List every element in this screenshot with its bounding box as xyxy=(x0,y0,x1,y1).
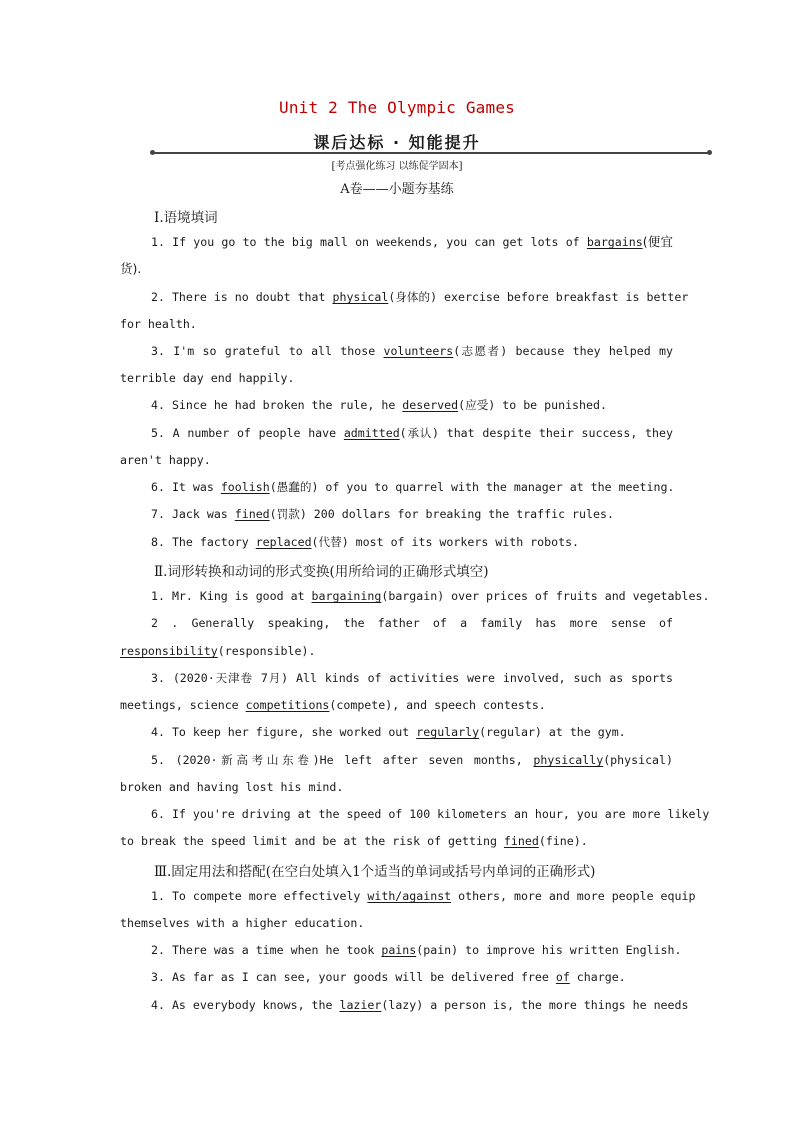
answer: foolish xyxy=(220,480,270,494)
s2-q5-cont: broken and having lost his mind. xyxy=(120,780,344,794)
s1-q3-line: 3. I'm so grateful to all those volunteers(志愿者) because they helped my xyxy=(151,344,673,358)
section-a-title: A卷——小题夯基练 xyxy=(340,182,454,197)
s2-q3-cont: meetings, science competitions(compete), and speech contests. xyxy=(120,698,546,712)
s1-q5-cont: aren't happy. xyxy=(120,453,211,467)
s1-q7-line: 7. Jack was fined(罚款) 200 dollars for breaking the traffic rules. xyxy=(151,507,614,521)
answer: deserved xyxy=(402,398,459,412)
s1-q4-line: 4. Since he had broken the rule, he deserved(应受) to be punished. xyxy=(151,398,607,412)
s2-q2-line: 2 . Generally speaking, the father of a family has more sense of xyxy=(151,616,673,630)
s1-q1-cont: 货). xyxy=(120,261,142,276)
answer: with/against xyxy=(367,889,452,903)
answer: of xyxy=(555,970,570,984)
answer: bargains xyxy=(586,235,643,249)
answer: regularly xyxy=(416,725,480,739)
s2-q2-cont: responsibility(responsible). xyxy=(120,644,316,658)
s1-q2-cont: for health. xyxy=(120,317,197,331)
answer: fined xyxy=(503,834,539,848)
s1-q6-line: 6. It was foolish(愚蠢的) of you to quarrel with the manager at the meeting. xyxy=(151,480,675,494)
answer: responsibility xyxy=(120,644,218,658)
s1-q3-cont: terrible day end happily. xyxy=(120,371,295,385)
s3-q2-line: 2. There was a time when he took pains(pain) to improve his written English. xyxy=(151,943,682,957)
divider-dot-left xyxy=(150,150,155,155)
answer: admitted xyxy=(343,426,400,440)
s2-q6-line: 6. If you're driving at the speed of 100 kilometers an hour, you are more likely xyxy=(151,807,710,821)
answer: physically xyxy=(533,753,604,767)
answer: volunteers xyxy=(383,344,454,358)
answer: physical xyxy=(332,290,389,304)
section-1-heading: Ⅰ.语境填词 xyxy=(154,210,218,226)
section-subtitle: 课后达标 · 知能提升 xyxy=(313,133,481,152)
s2-q5-line: 5. (2020·新高考山东卷)He left after seven months, physically(physical) xyxy=(151,753,673,767)
unit-title: Unit 2 The Olympic Games xyxy=(279,98,515,117)
s1-q1-line: 1. If you go to the big mall on weekends, you can get lots of bargains(便宜 xyxy=(151,234,673,249)
answer: bargaining xyxy=(311,589,382,603)
divider-rule xyxy=(152,152,710,154)
s2-q3-line: 3. (2020·天津卷 7月) All kinds of activities were involved, such as sports xyxy=(151,671,673,685)
answer: pains xyxy=(381,943,417,957)
s3-q3-line: 3. As far as I can see, your goods will be delivered free of charge. xyxy=(151,970,626,984)
s3-q1-cont: themselves with a higher education. xyxy=(120,916,365,930)
s1-q2-line: 2. There is no doubt that physical(身体的) exercise before breakfast is better xyxy=(151,290,689,304)
s1-q5-line: 5. A number of people have admitted(承认) that despite their success, they xyxy=(151,426,673,440)
answer: replaced xyxy=(255,535,312,549)
divider-dot-right xyxy=(707,150,712,155)
practice-note: [考点强化练习 以练促学固本] xyxy=(331,161,463,172)
answer: lazier xyxy=(339,998,382,1012)
section-2-heading: Ⅱ.词形转换和动词的形式变换(用所给词的正确形式填空) xyxy=(154,564,489,580)
s1-q8-line: 8. The factory replaced(代替) most of its workers with robots. xyxy=(151,535,580,549)
s2-q4-line: 4. To keep her figure, she worked out regularly(regular) at the gym. xyxy=(151,725,626,739)
s2-q6-cont: to break the speed limit and be at the risk of getting fined(fine). xyxy=(120,834,588,848)
section-3-heading: Ⅲ.固定用法和搭配(在空白处填入1个适当的单词或括号内单词的正确形式) xyxy=(154,864,596,880)
s3-q1-line: 1. To compete more effectively with/against others, more and more people equip xyxy=(151,889,696,903)
answer: fined xyxy=(234,507,270,521)
s2-q1-line: 1. Mr. King is good at bargaining(bargain) over prices of fruits and vegetables. xyxy=(151,589,710,603)
s3-q4-line: 4. As everybody knows, the lazier(lazy) a person is, the more things he needs xyxy=(151,998,689,1012)
answer: competitions xyxy=(245,698,330,712)
